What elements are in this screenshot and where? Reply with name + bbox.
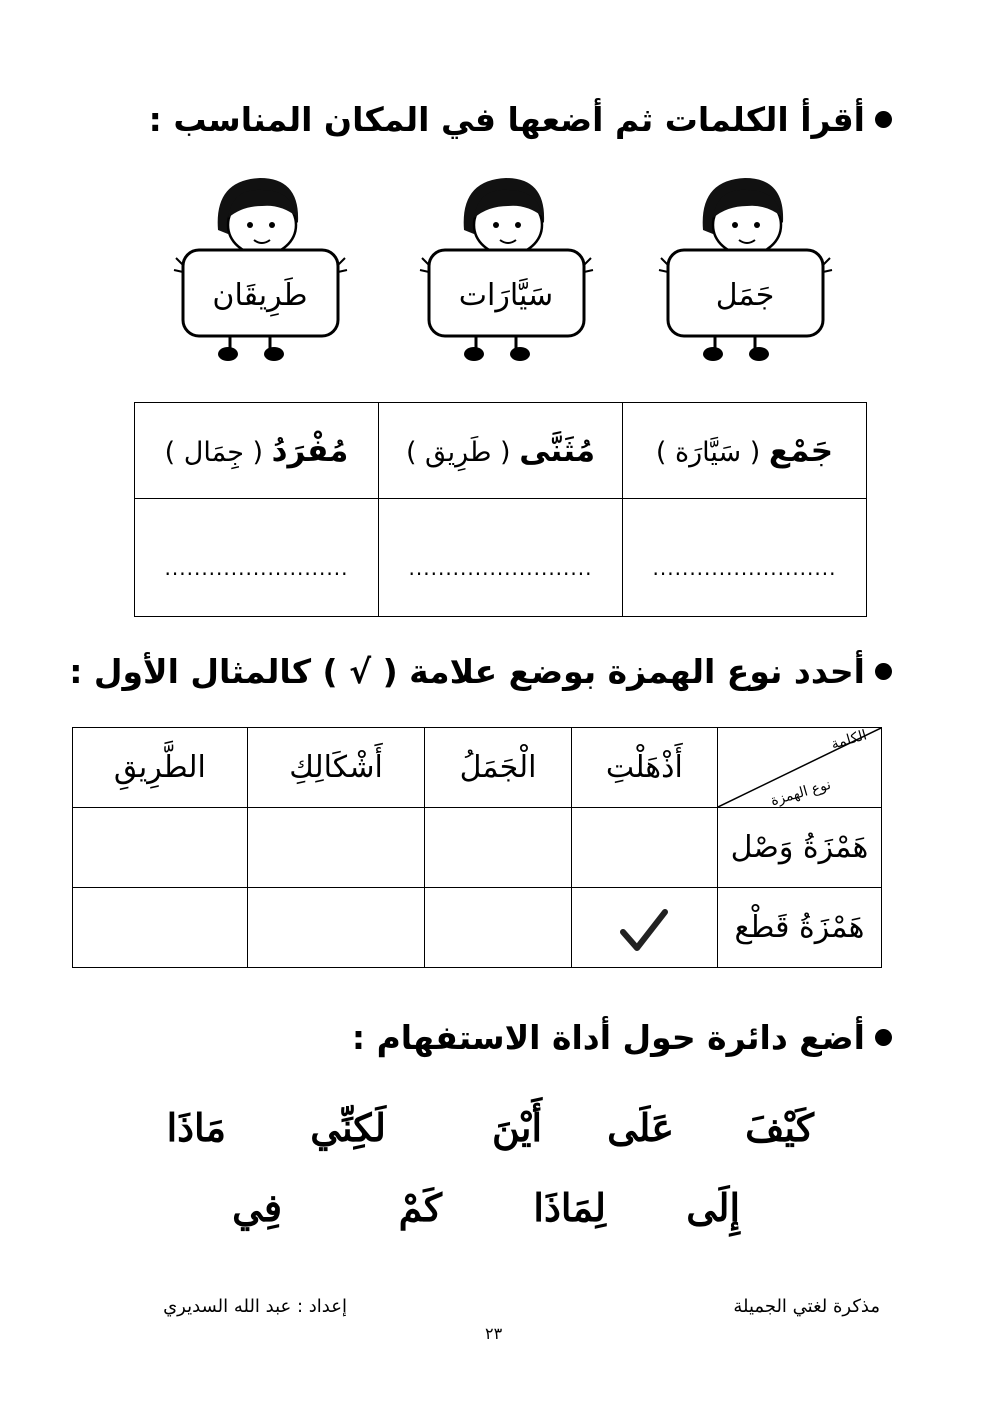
word-option[interactable]: أَيْنَ <box>491 1105 542 1150</box>
footer-author: إعداد : عبد الله السديري <box>163 1296 347 1317</box>
corner-label-word: الكلمة <box>829 727 869 753</box>
word-option[interactable]: لِمَاذَا <box>533 1185 606 1230</box>
bullet-icon <box>875 1029 892 1046</box>
check-cell[interactable] <box>247 888 425 968</box>
header-cell-singular: مُفْرَدُ ( جِمَال ) <box>135 403 379 499</box>
check-cell[interactable] <box>571 888 717 968</box>
bullet-icon <box>875 663 892 680</box>
table-row <box>73 888 882 968</box>
check-cell[interactable] <box>425 808 571 888</box>
section1-heading-text: أقرأ الكلمات ثم أضعها في المكان المناسب : <box>148 100 865 139</box>
word-cell: أَذْهَلْتِ <box>571 728 717 808</box>
check-cell[interactable] <box>247 808 425 888</box>
answer-blank-singular[interactable]: ......................... <box>135 499 379 617</box>
section1-heading <box>149 100 892 139</box>
header-cell-plural: جَمْع ( سَيَّارَة ) <box>623 403 867 499</box>
corner-cell <box>718 728 882 808</box>
section2-heading-text: أحدد نوع الهمزة بوضع علامة ( √ ) كالمثال الأول : <box>69 652 865 691</box>
page-number: ٢٣ <box>485 1324 503 1343</box>
kid-card-2 <box>416 170 596 370</box>
card-word: طَرِيقَان <box>212 278 308 313</box>
section2-heading <box>69 652 892 691</box>
table-header-row <box>135 403 867 499</box>
check-cell[interactable] <box>73 888 248 968</box>
kid-illustration-icon <box>170 170 350 370</box>
kid-card-1 <box>655 170 835 370</box>
word-option[interactable]: كَمْ <box>398 1185 442 1230</box>
kid-illustration-icon <box>416 170 596 370</box>
kid-illustration-icon <box>655 170 835 370</box>
classification-table <box>134 402 867 617</box>
table-row <box>73 808 882 888</box>
answer-row <box>135 499 867 617</box>
section3-heading <box>352 1018 892 1057</box>
word-cell: أَشْكَالِكِ <box>247 728 425 808</box>
bullet-icon <box>875 111 892 128</box>
card-word: جَمَل <box>715 278 775 313</box>
answer-blank-plural[interactable]: ......................... <box>623 499 867 617</box>
answer-blank-dual[interactable]: ......................... <box>379 499 623 617</box>
header-cell-dual: مُثَنَّى ( طَرِيق ) <box>379 403 623 499</box>
check-cell[interactable] <box>425 888 571 968</box>
check-cell[interactable] <box>73 808 248 888</box>
row-label-qat: هَمْزَةُ قَطْع <box>718 888 882 968</box>
word-option[interactable]: لَكِنِّي <box>310 1105 386 1150</box>
table-header-row <box>73 728 882 808</box>
kid-card-3 <box>170 170 350 370</box>
word-option[interactable]: فِي <box>232 1185 282 1230</box>
row-label-wasl: هَمْزَةُ وَصْل <box>718 808 882 888</box>
footer-book-title: مذكرة لغتي الجميلة <box>733 1296 880 1317</box>
section3-heading-text: أضع دائرة حول أداة الاستفهام : <box>351 1018 865 1057</box>
word-cell: الْجَمَلُ <box>425 728 571 808</box>
hamza-table <box>72 727 882 968</box>
corner-label-type: نوع الهمزة <box>768 776 833 810</box>
check-cell[interactable] <box>571 808 717 888</box>
card-word: سَيَّارَات <box>458 278 554 313</box>
checkmark-icon <box>619 904 669 954</box>
word-option[interactable]: عَلَى <box>607 1105 674 1150</box>
word-option[interactable]: إِلَى <box>686 1185 740 1230</box>
word-cell: الطَّرِيقِ <box>73 728 248 808</box>
word-option[interactable]: كَيْفَ <box>745 1105 814 1150</box>
word-option[interactable]: مَاذَا <box>166 1105 226 1150</box>
